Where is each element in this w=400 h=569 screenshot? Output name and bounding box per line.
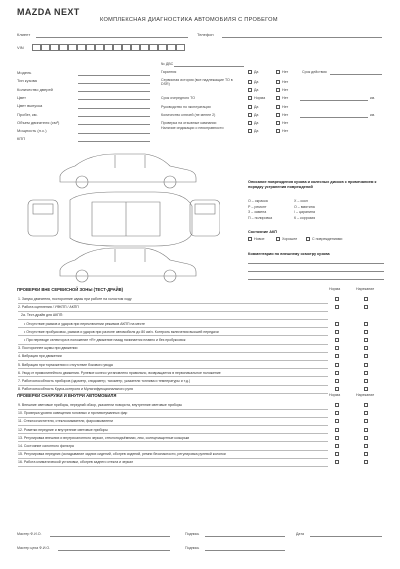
sign1-field[interactable] bbox=[205, 536, 285, 537]
check-row-label: 7. Работоспособность приборов (одометр, спидометр, тахометр, указатели топлива и температуры и т.д.) bbox=[18, 379, 191, 383]
col-remark-label: Нарекание bbox=[356, 287, 375, 291]
transmission-new-label: Новое bbox=[254, 237, 265, 241]
norm-checkbox[interactable] bbox=[335, 387, 339, 391]
norm-checkbox[interactable] bbox=[335, 436, 339, 440]
row-divider bbox=[18, 327, 328, 328]
vin-cell[interactable] bbox=[95, 44, 104, 51]
yes-label: Да bbox=[254, 88, 259, 92]
yes-checkbox[interactable] bbox=[248, 70, 252, 74]
yes-label: Да bbox=[254, 121, 259, 125]
left-field-input[interactable] bbox=[78, 133, 150, 134]
norm-checkbox[interactable] bbox=[335, 411, 339, 415]
left-field-input[interactable] bbox=[78, 91, 150, 92]
row-divider bbox=[18, 368, 328, 369]
check-row-label: 1. Запуск двигателя, посторонние шумы при работе на холостом ходу bbox=[18, 297, 132, 301]
section2-title: ПРОВЕРКИ СНАРУЖИ И ВНУТРИ АВТОМОБИЛЯ bbox=[17, 393, 117, 398]
next-service-label: Срок очередного ТО bbox=[161, 96, 196, 100]
norm-checkbox[interactable] bbox=[335, 354, 339, 358]
left-field-input[interactable] bbox=[78, 141, 150, 142]
master-field[interactable] bbox=[50, 536, 170, 537]
remark-checkbox[interactable] bbox=[364, 411, 368, 415]
yes-label: Да bbox=[254, 129, 259, 133]
next-to-norm-checkbox[interactable] bbox=[248, 96, 252, 100]
faults-label: Наличие индикации о неисправности bbox=[161, 126, 224, 130]
check-row-label: 13. Регулировка внешних и внутрисалонного зеркал, стеклоподъёмники, люк, солнцезащитные козырьки bbox=[18, 435, 190, 440]
sign2-label: Подпись bbox=[185, 546, 200, 550]
vin-cell[interactable] bbox=[158, 44, 167, 51]
row-divider bbox=[18, 385, 328, 386]
norm-checkbox[interactable] bbox=[335, 338, 339, 342]
norm-checkbox[interactable] bbox=[335, 305, 339, 309]
no-label: Нет bbox=[282, 113, 289, 117]
no-checkbox[interactable] bbox=[276, 129, 280, 133]
legend-item: О – окраска bbox=[248, 199, 268, 203]
remark-checkbox[interactable] bbox=[364, 330, 368, 334]
row-divider bbox=[18, 376, 328, 377]
left-field-label: Цвет выпуска bbox=[17, 103, 43, 109]
row-divider bbox=[18, 352, 328, 353]
phone-label: Телефон bbox=[197, 32, 214, 37]
norm-checkbox[interactable] bbox=[335, 363, 339, 367]
keys-label: Количество ключей (не менее 2) bbox=[161, 113, 216, 117]
section1-title: ПРОВЕРКИ ВНЕ СЕРВИСНОЙ ЗОНЫ (ТЕСТ-ДРАЙВ) bbox=[17, 287, 124, 292]
remark-checkbox[interactable] bbox=[364, 460, 368, 464]
norm-checkbox[interactable] bbox=[335, 419, 339, 423]
legend-item: З – замена bbox=[248, 210, 267, 214]
row-divider bbox=[18, 409, 328, 410]
check-row-label: 6. Увод от прямолинейного движения. Рулевое колесо установлено правильно, возвращается в первоначальное положение bbox=[18, 370, 221, 375]
remark-checkbox[interactable] bbox=[364, 354, 368, 358]
left-field-input[interactable] bbox=[78, 75, 150, 76]
col-norm-label: Норма bbox=[329, 393, 341, 397]
row-divider bbox=[18, 425, 328, 426]
norm-checkbox[interactable] bbox=[335, 330, 339, 334]
comment-line[interactable] bbox=[248, 271, 384, 272]
legend-item: Х – скол bbox=[294, 199, 308, 203]
car-diagram-icon[interactable] bbox=[20, 148, 220, 293]
row-divider bbox=[18, 466, 328, 467]
damage-legend-title: Описание повреждения кузова и колесных дисков с примечанием к порядку устранения повреждений bbox=[248, 180, 377, 189]
no-label: Нет bbox=[282, 105, 289, 109]
master-label: Мастер Ф.И.О. bbox=[17, 532, 42, 536]
left-field-label: КПП bbox=[17, 136, 26, 142]
check-row-label: 4. Вибрация при движении bbox=[18, 354, 62, 359]
consultant-label: Мастер цеха Ф.И.О. bbox=[17, 546, 51, 550]
norm-checkbox[interactable] bbox=[335, 379, 339, 383]
validity-label: Срок действия bbox=[302, 70, 327, 74]
vin-label: VIN bbox=[17, 45, 24, 50]
norm-checkbox[interactable] bbox=[335, 460, 339, 464]
col-remark-label: Нарекание bbox=[356, 393, 375, 397]
left-field-label: Пробег, км. bbox=[17, 111, 38, 117]
check-row-label: 11. Стеклоочистители, стеклоомыватели, фароомыватели bbox=[18, 419, 113, 424]
engine-number-label: № ДВС bbox=[161, 62, 174, 66]
remark-checkbox[interactable] bbox=[364, 297, 368, 301]
left-field-label: Мощность (л.с.) bbox=[17, 128, 47, 134]
check-row-label: 12. Рометки передние и внутренние световые приборы bbox=[18, 427, 108, 432]
check-row-label: 10. Проверка уровня освещения головных и противотуманных фар bbox=[18, 411, 128, 416]
no-checkbox[interactable] bbox=[276, 80, 280, 84]
remark-checkbox[interactable] bbox=[364, 305, 368, 309]
remark-checkbox[interactable] bbox=[364, 436, 368, 440]
remark-checkbox[interactable] bbox=[364, 363, 368, 367]
row-divider bbox=[18, 335, 328, 336]
yes-checkbox[interactable] bbox=[248, 80, 252, 84]
row-divider bbox=[18, 344, 328, 345]
row-divider bbox=[18, 360, 328, 361]
body-comment-title: Комментарии по внешнему осмотру кузова bbox=[248, 252, 330, 256]
vin-cell[interactable] bbox=[140, 44, 149, 51]
check-row-label: 16. Работа климатической установки, обогрев заднего стекла и зеркал bbox=[18, 460, 134, 465]
no-checkbox[interactable] bbox=[276, 70, 280, 74]
remark-checkbox[interactable] bbox=[364, 387, 368, 391]
left-field-input[interactable] bbox=[78, 108, 150, 109]
vin-cell[interactable] bbox=[59, 44, 68, 51]
vin-cell[interactable] bbox=[32, 44, 41, 51]
left-field-input[interactable] bbox=[78, 99, 150, 100]
comment-line[interactable] bbox=[248, 279, 384, 280]
transmission-good-checkbox[interactable] bbox=[276, 237, 280, 241]
date-label: Дата bbox=[296, 532, 304, 536]
manual-label: Руководство по эксплуатации bbox=[161, 105, 211, 109]
left-field-label: Количество дверей bbox=[17, 86, 53, 92]
yes-checkbox[interactable] bbox=[248, 88, 252, 92]
norm-checkbox[interactable] bbox=[335, 403, 339, 407]
check-row-label: 8. Работоспособность Круиз-контроля и Мультифункционального руля bbox=[18, 387, 133, 392]
no-checkbox[interactable] bbox=[276, 105, 280, 109]
remark-checkbox[interactable] bbox=[364, 338, 368, 342]
no-label: Нет bbox=[282, 88, 289, 92]
check-row-label: • Отсутствие пробуксовок, рывков и ударов при разгоне автомобиля до 80 км/ч. Контроль включения высшей передачи bbox=[24, 329, 219, 334]
remark-checkbox[interactable] bbox=[364, 419, 368, 423]
left-field-input[interactable] bbox=[78, 116, 150, 117]
left-field-label: Объем двигателя (см³) bbox=[17, 119, 60, 125]
keys-km-field[interactable] bbox=[300, 117, 368, 118]
remark-checkbox[interactable] bbox=[364, 379, 368, 383]
vin-cell[interactable] bbox=[50, 44, 59, 51]
vin-cell[interactable] bbox=[68, 44, 77, 51]
row-divider bbox=[18, 433, 328, 434]
yes-label: Да bbox=[254, 105, 259, 109]
row-divider bbox=[18, 441, 328, 442]
row-divider bbox=[18, 450, 328, 451]
no-checkbox[interactable] bbox=[276, 121, 280, 125]
no-checkbox[interactable] bbox=[276, 113, 280, 117]
remark-checkbox[interactable] bbox=[364, 322, 368, 326]
brand-logo: MAZDA NEXT bbox=[17, 7, 80, 17]
yes-label: Да bbox=[254, 70, 259, 74]
legend-item: К – коррозия bbox=[294, 215, 316, 220]
vin-cell[interactable] bbox=[41, 44, 50, 51]
check-row-label: 3. Постороннее шумы при движении bbox=[18, 346, 78, 351]
engine-number-field[interactable] bbox=[174, 66, 244, 67]
check-row-label: • При переводе селектора в положение «R» движение назад начинается плавно и без пробуксовок bbox=[24, 338, 186, 342]
sign2-field[interactable] bbox=[205, 550, 285, 551]
client-field[interactable] bbox=[36, 37, 188, 38]
transmission-title: Состояние АКП bbox=[248, 230, 277, 234]
left-field-label: Цвет bbox=[17, 94, 26, 100]
yes-label: Да bbox=[254, 113, 259, 117]
check-row-label: 9. Внешние световые приборы, передний обзор, указатели поворота, внутренние световые приборы bbox=[18, 403, 183, 407]
vin-cell[interactable] bbox=[176, 44, 185, 51]
yes-checkbox[interactable] bbox=[248, 113, 252, 117]
date-field[interactable] bbox=[310, 536, 382, 537]
transmission-damaged-label: С повреждениями bbox=[312, 237, 343, 241]
yes-checkbox[interactable] bbox=[248, 105, 252, 109]
left-field-label: Модель bbox=[17, 70, 32, 75]
norm-checkbox[interactable] bbox=[335, 452, 339, 456]
vin-cell[interactable] bbox=[104, 44, 113, 51]
check-row-label: 5. Вибрация при торможении и отсутствие бокового увода bbox=[18, 362, 113, 367]
keys-km-unit: км. bbox=[370, 113, 376, 117]
yes-checkbox[interactable] bbox=[248, 121, 252, 125]
recalls-label: Проверка на отзывные кампании bbox=[161, 121, 217, 125]
norm-checkbox[interactable] bbox=[335, 371, 339, 375]
no-checkbox[interactable] bbox=[276, 88, 280, 92]
remark-checkbox[interactable] bbox=[364, 346, 368, 350]
vin-cell[interactable] bbox=[113, 44, 122, 51]
yes-label: Да bbox=[254, 80, 259, 84]
norm-checkbox[interactable] bbox=[335, 346, 339, 350]
row-divider bbox=[18, 458, 328, 459]
phone-field[interactable] bbox=[222, 37, 382, 38]
check-row-label: 15. Регулировка передних (складывание задних сидений, обогрев сидений, ремни безопасности, регулировка рулевой колонки bbox=[18, 452, 226, 457]
no-label: Нет bbox=[282, 70, 289, 74]
warranty-label: Гарантия bbox=[161, 70, 177, 74]
validity-field[interactable] bbox=[330, 74, 382, 75]
remark-checkbox[interactable] bbox=[364, 452, 368, 456]
remark-checkbox[interactable] bbox=[364, 403, 368, 407]
remark-checkbox[interactable] bbox=[364, 428, 368, 432]
row-divider bbox=[18, 319, 328, 320]
row-divider bbox=[18, 303, 328, 304]
vin-cell[interactable] bbox=[131, 44, 140, 51]
check-row-label: • Отсутствие рывков и ударов при переключении режимов АКПП на месте bbox=[24, 321, 146, 326]
next-to-norm-label: Норма bbox=[254, 96, 266, 100]
vin-cell[interactable] bbox=[122, 44, 131, 51]
norm-checkbox[interactable] bbox=[335, 322, 339, 326]
legend-item: / – царапина bbox=[294, 210, 315, 214]
check-row-label: 2. Работа сцепления / УФКПП / АКПП bbox=[18, 305, 79, 310]
row-divider bbox=[18, 311, 328, 312]
remark-checkbox[interactable] bbox=[364, 444, 368, 448]
col-norm-label: Норма bbox=[329, 287, 341, 291]
vin-cell[interactable] bbox=[77, 44, 86, 51]
no-label: Нет bbox=[282, 129, 289, 133]
document-title: КОМПЛЕКСНАЯ ДИАГНОСТИКА АВТОМОБИЛЯ С ПРОБЕГОМ bbox=[100, 17, 278, 23]
check-row-label: 14. Состояние салонного фильтра bbox=[18, 444, 74, 448]
vin-cell[interactable] bbox=[167, 44, 176, 51]
legend-item: Р – ремонт bbox=[248, 204, 267, 209]
transmission-damaged-checkbox[interactable] bbox=[306, 237, 310, 241]
vin-cell[interactable] bbox=[149, 44, 158, 51]
legend-item: О – вмятина bbox=[294, 204, 315, 209]
comment-line[interactable] bbox=[248, 263, 384, 264]
next-to-km-field[interactable] bbox=[300, 100, 368, 101]
no-label: Нет bbox=[282, 80, 289, 84]
norm-checkbox[interactable] bbox=[335, 297, 339, 301]
vin-cell[interactable] bbox=[86, 44, 95, 51]
transmission-good-label: Хорошее bbox=[282, 237, 298, 241]
left-field-input[interactable] bbox=[78, 124, 150, 125]
check-row-label: 2a. Тест-драйв для АКПП: bbox=[21, 313, 64, 318]
next-to-no-checkbox[interactable] bbox=[276, 96, 280, 100]
consultant-field[interactable] bbox=[58, 550, 170, 551]
legend-item: П – полировка bbox=[248, 215, 273, 220]
client-label: Клиент bbox=[17, 32, 31, 37]
service-history-label: Сервисная история (все надлежащие ТО в DSR) bbox=[161, 78, 233, 87]
sign1-label: Подпись bbox=[185, 532, 200, 536]
next-to-no-label: Нет bbox=[282, 96, 289, 100]
left-field-input[interactable] bbox=[78, 83, 150, 84]
transmission-new-checkbox[interactable] bbox=[248, 237, 252, 241]
yes-checkbox[interactable] bbox=[248, 129, 252, 133]
next-to-km-unit: км. bbox=[370, 96, 376, 100]
norm-checkbox[interactable] bbox=[335, 428, 339, 432]
left-field-label: Тип кузова bbox=[17, 78, 37, 84]
no-label: Нет bbox=[282, 121, 289, 125]
remark-checkbox[interactable] bbox=[364, 371, 368, 375]
norm-checkbox[interactable] bbox=[335, 444, 339, 448]
row-divider bbox=[18, 417, 328, 418]
